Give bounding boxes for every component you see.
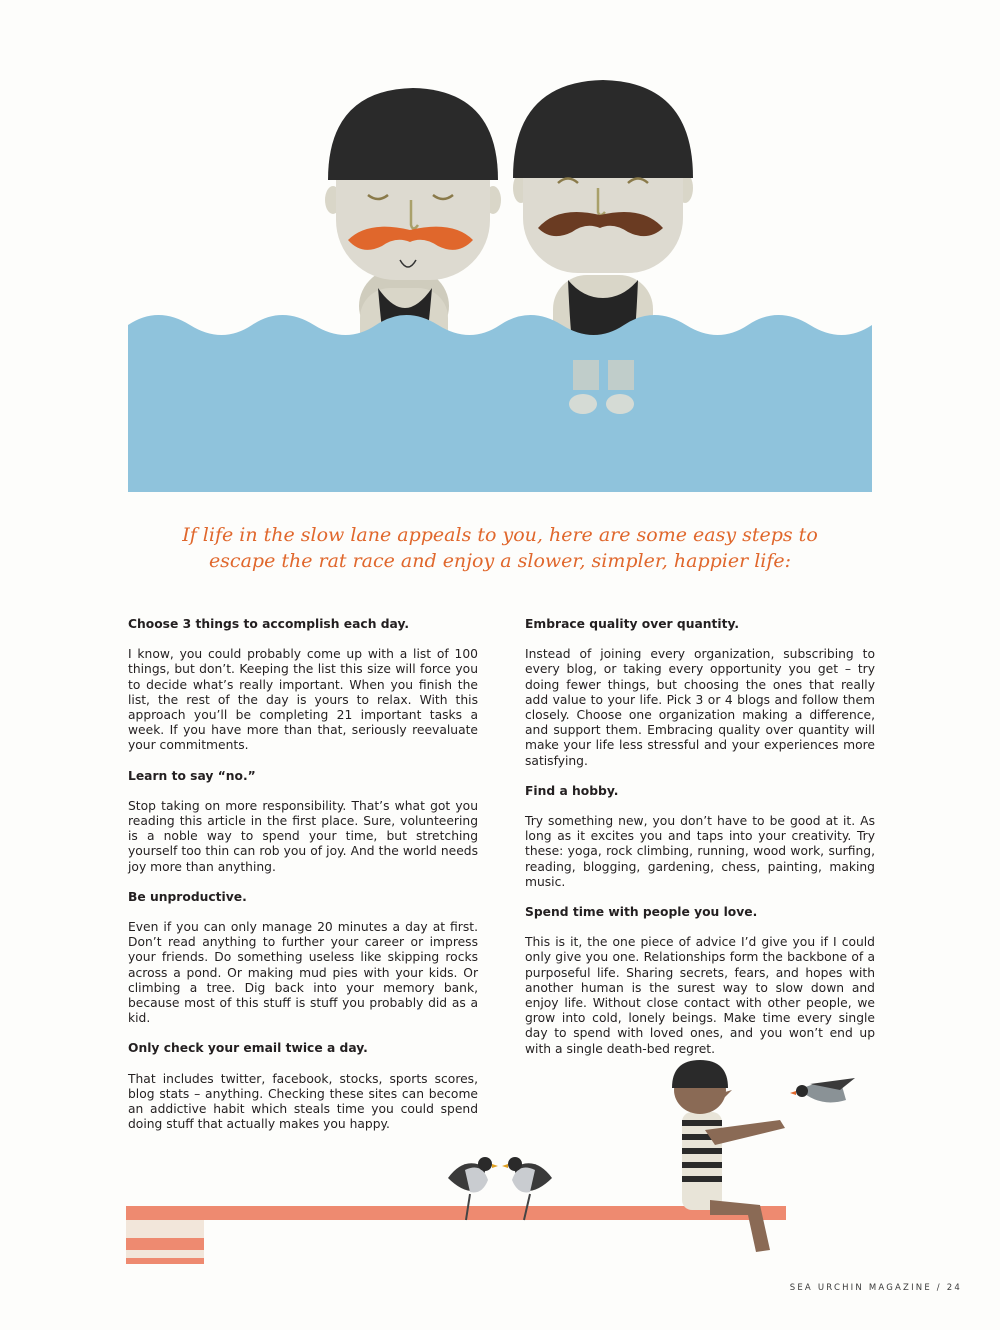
tip-body: That includes twitter, facebook, stocks, sports scores, blog stats – anything. Checking these sites can become an addictive habit which steals time you could spend doing stuff that actually makes you happy. xyxy=(128,1071,478,1132)
tip-heading: Embrace quality over quantity. xyxy=(525,617,740,631)
tip-section xyxy=(128,617,478,754)
intro-quote xyxy=(150,522,850,574)
tip-section xyxy=(525,784,875,890)
tip-heading: Only check your email twice a day. xyxy=(128,1041,368,1056)
water xyxy=(128,315,872,492)
tip-body: Even if you can only manage 20 minutes a day at first. Don’t read anything to further your career or impress your friends. Do something useless like skipping rocks across a pond. Or making mud pies with your kids. Or climbing a tree. Dig back into your memory bank, because most of this stuff is stuff you probably did as a kid. xyxy=(128,920,478,1026)
flying-bird-icon xyxy=(790,1078,855,1102)
tip-heading: Choose 3 things to accomplish each day. xyxy=(128,617,410,631)
tip-heading: Spend time with people you love. xyxy=(525,905,758,920)
tip-heading: Be unproductive. xyxy=(128,889,247,904)
tip-section xyxy=(525,617,875,769)
tip-section xyxy=(128,890,478,1027)
tip-section xyxy=(128,769,478,875)
swimmers-illustration xyxy=(128,60,872,492)
tip-body: Instead of joining every organization, subscribing to every blog, or taking every opportunity you get – try doing fewer things, but choosing the ones that really add value to your life. Pick 3 or 4 blogs and follow them closely. Choose one organization making a difference, and support them. Embracing quality over quantity will make your life less stressful and your experiences more satisfying. xyxy=(525,647,875,768)
tip-body: Stop taking on more responsibility. That’s what got you reading this article in the first place. Sure, volunteering is a noble way to spend your time, but stretching yourself too thin can rob you of joy. And the world needs joy more than anything. xyxy=(128,798,478,874)
intro-line-1: If life in the slow lane appeals to you, here are some easy steps to xyxy=(182,524,818,546)
article-column-right xyxy=(525,617,875,1072)
tip-section xyxy=(525,905,875,1057)
tip-heading: Find a hobby. xyxy=(525,783,619,798)
sitting-swimmer xyxy=(672,1060,785,1252)
intro-line-2: escape the rat race and enjoy a slower, simpler, happier life: xyxy=(208,550,792,572)
tip-heading: Learn to say “no.” xyxy=(128,768,256,783)
tip-body: Try something new, you don’t have to be good at it. As long as it excites you and taps into your creativity. Try these: yoga, rock climbing, running, wood work, surfing, reading, blogging, gardening, chess, painting, making music. xyxy=(525,814,875,889)
page-footer: SEA URCHIN MAGAZINE / 24 xyxy=(789,1283,962,1293)
tip-body: This is it, the one piece of advice I’d give you if I could only give you one. Relationships form the backbone of a purposeful life. Sharing secrets, fears, and hopes with another human is the surest way to slow down and enjoy life. Without close contact with other people, we grow into cold, lonely beings. Make time every single day to spend with loved ones, and you won’t end up with a single death-bed regret. xyxy=(525,935,875,1056)
tip-body: I know, you could probably come up with a list of 100 things, but don’t. Keeping the list this size will force you to decide what’s really important. When you finish the list, the rest of the day is yours to relax. With this approach you’ll be completing 21 important tasks a week. If you have more than that, seriously reevaluate your commitments. xyxy=(128,647,478,753)
diving-board-illustration xyxy=(120,1060,880,1270)
